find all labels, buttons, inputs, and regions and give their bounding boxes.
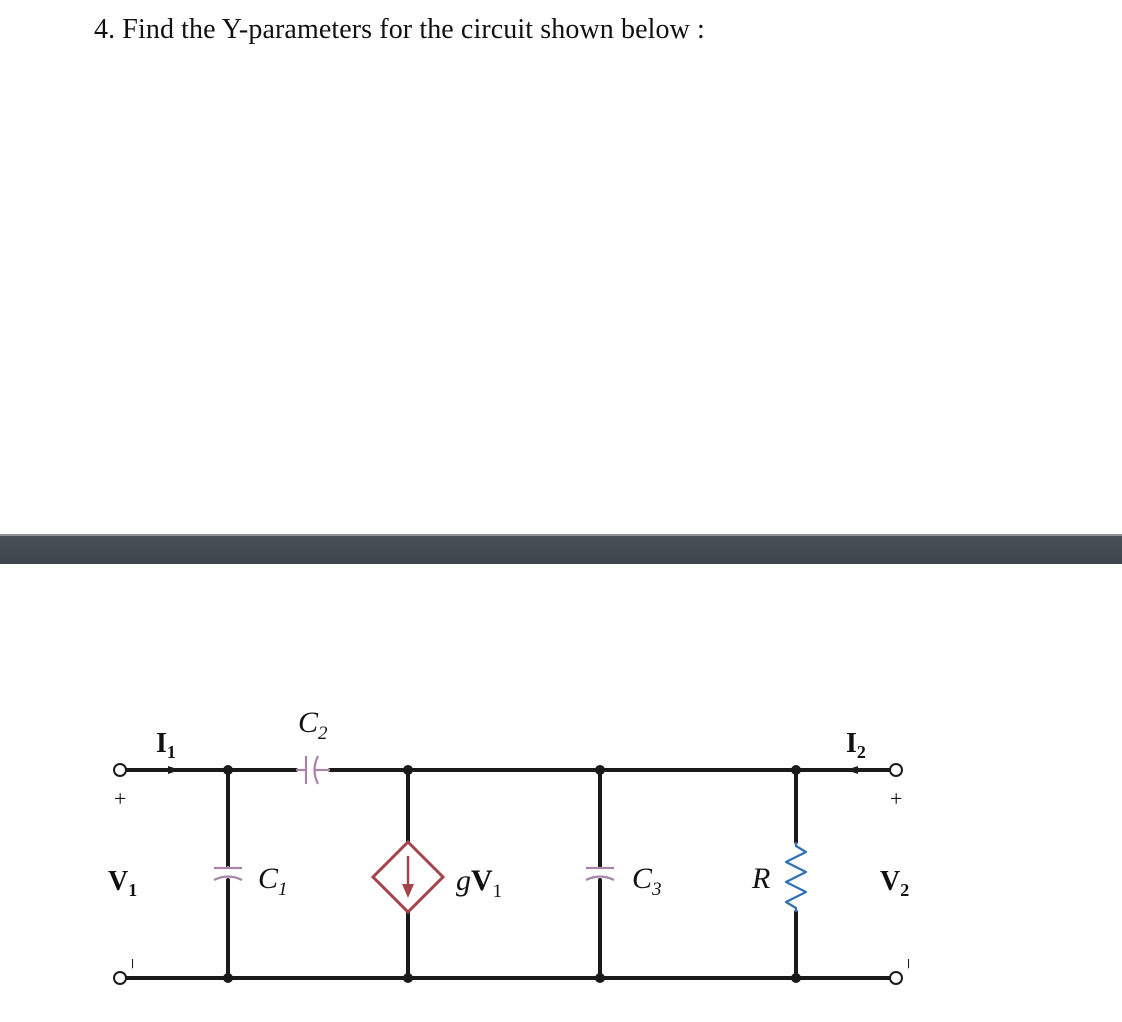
resistor-label-r: R: [752, 862, 771, 895]
plus-sign-port1: +: [114, 786, 127, 811]
capacitor-label-c2: $C_2$: [298, 706, 328, 744]
current-label-i2: $I_2$: [846, 728, 866, 762]
current-arrow-i2-icon: [846, 766, 858, 774]
current-arrow-i1-icon: [168, 766, 180, 774]
capacitor-c1: [214, 866, 242, 880]
current-label-i1: $I_1$: [156, 728, 176, 762]
question-text: 4. Find the Y-parameters for the circuit shown below :: [94, 14, 705, 45]
terminal-port1-bottom: [114, 972, 126, 984]
minus-sign-port2: −: [897, 958, 919, 970]
terminal-port1-top: [114, 764, 126, 776]
junction-dots: [223, 765, 801, 983]
plus-sign-port2: +: [890, 786, 903, 811]
capacitor-label-c3: $C_3$: [632, 862, 662, 900]
capacitor-label-c1: $C_1$: [258, 862, 288, 900]
terminals: [114, 764, 902, 984]
capacitor-c2: [296, 756, 330, 784]
resistor-r: [786, 842, 806, 912]
terminal-port2-bottom: [890, 972, 902, 984]
minus-sign-port1: −: [121, 958, 143, 970]
source-label-gv1: $gV_1$: [456, 864, 503, 902]
voltage-label-v1: $V_1$: [108, 866, 138, 900]
wires: [126, 770, 890, 978]
terminal-port2-top: [890, 764, 902, 776]
voltage-label-v2: $V_2$: [880, 866, 910, 900]
